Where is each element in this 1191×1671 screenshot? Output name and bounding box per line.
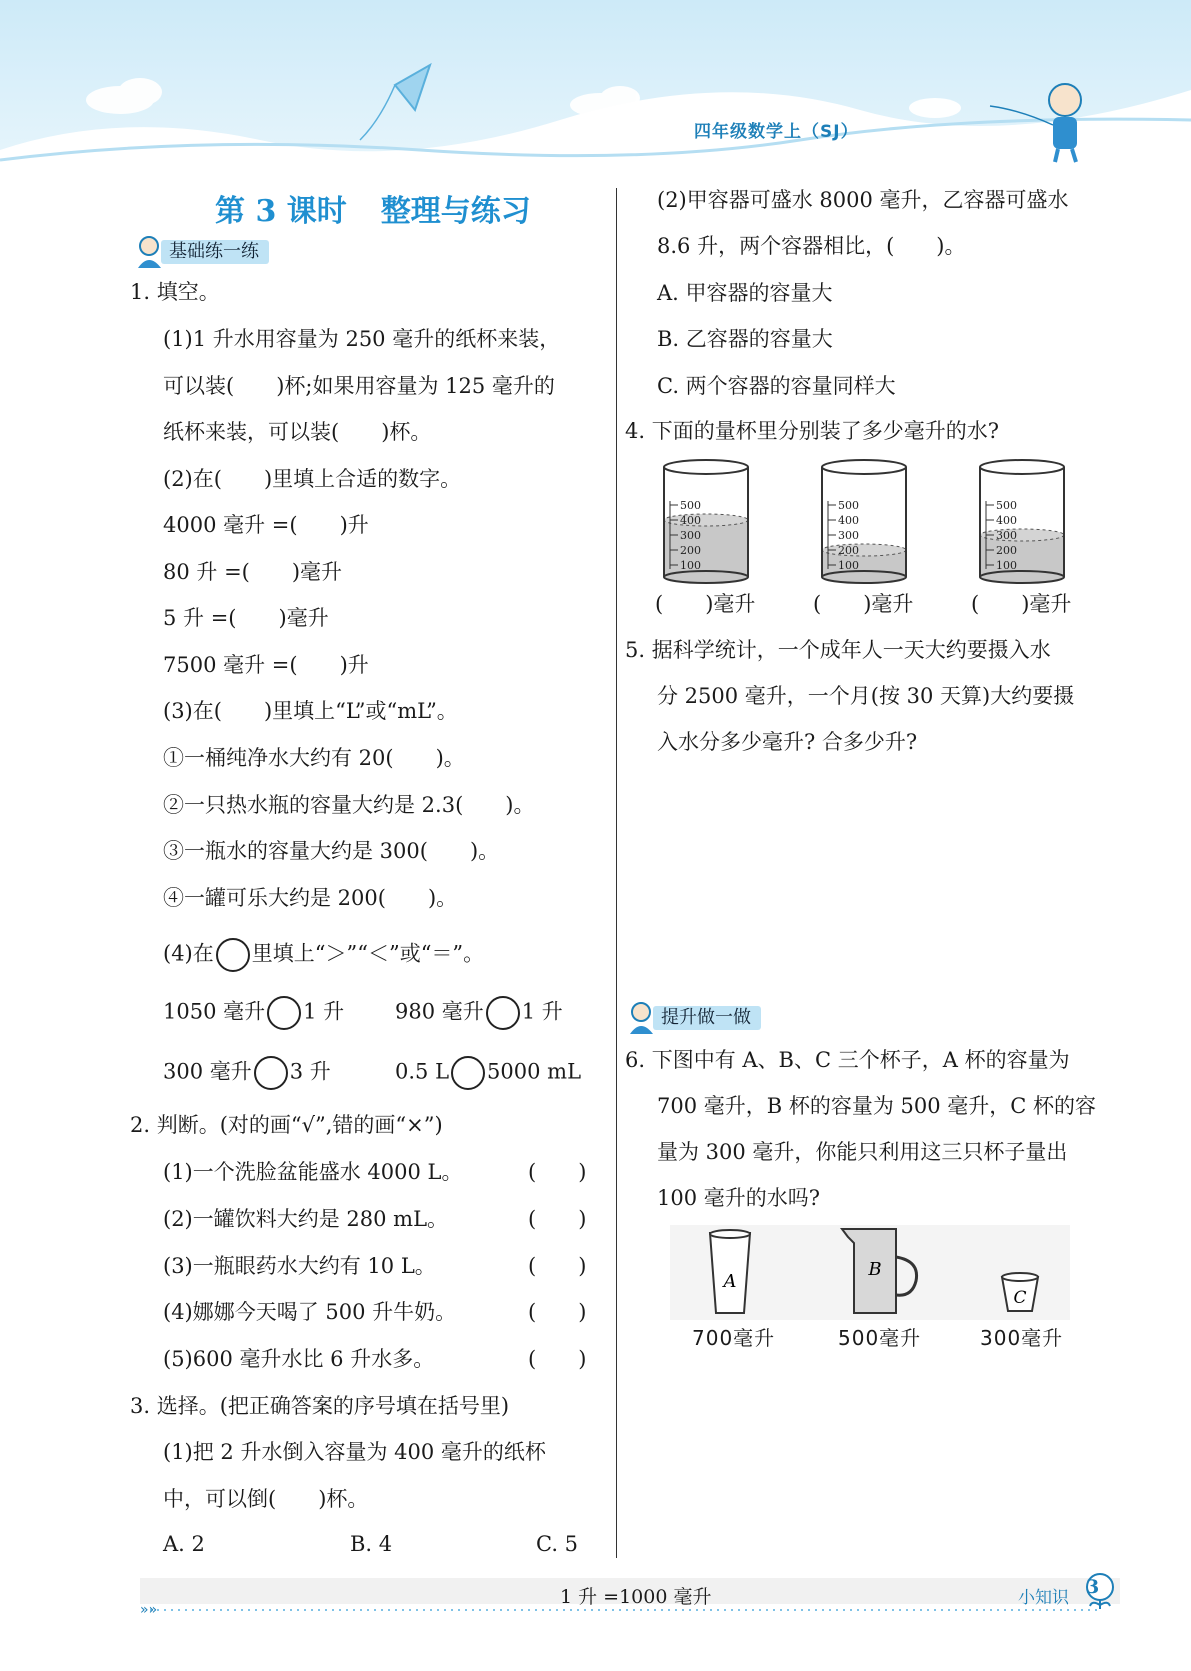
judge-item: (2)一罐饮料大约是 280 mL。 [163,1207,449,1231]
measuring-cup [664,460,748,583]
compare-left: 1050 毫升 [163,999,266,1024]
compare-intro [163,938,484,972]
q1-title: 1. 填空。 [130,280,220,304]
q5-line: 分 2500 毫升，一个月(按 30 天算)大约要摄 [657,684,1075,708]
judge-answer[interactable]: ( ) [528,1254,587,1278]
tick-label: 500 [838,499,859,512]
section-label: 提升做一做 [653,1006,761,1030]
q1-line: ③一瓶水的容量大约是 300( )。 [163,839,500,863]
q1-line: 可以装( )杯;如果用容量为 125 毫升的 [163,374,555,398]
cup-b-label: 500毫升 [838,1326,922,1350]
choice-option: C. 5 [536,1532,579,1556]
compare-left: 300 毫升 [163,1059,252,1084]
answer-circle[interactable] [254,1056,288,1090]
compare-right: 1 升 [303,999,345,1024]
cup-c-label: 300毫升 [980,1326,1064,1350]
cup-rim [822,460,906,474]
q3-2-line: 8.6 升，两个容器相比，( )。 [657,234,966,258]
q5-line: 5. 据科学统计，一个成年人一天大约要摄入水 [625,638,1051,662]
book-title: 四年级数学上（SJ） [694,122,859,142]
compare-row [395,1056,581,1090]
tick-label: 300 [996,529,1017,542]
q3-1-line: 中，可以倒( )杯。 [163,1487,369,1511]
footer-formula: 1 升 =1000 毫升 [560,1586,712,1608]
three-cups-figure [670,1225,1070,1320]
choice-option: B. 4 [350,1532,393,1556]
answer-circle[interactable] [216,938,250,972]
compare-right: 1 升 [521,999,563,1024]
q4-title: 4. 下面的量杯里分别装了多少毫升的水? [625,419,999,443]
compare-intro-a: (4)在 [163,941,214,966]
judge-answer[interactable]: ( ) [528,1347,587,1371]
q6-line: 700 毫升，B 杯的容量为 500 毫升，C 杯的容 [657,1094,1097,1118]
beaker-answer[interactable]: ( )毫升 [655,592,756,616]
q3-title: 3. 选择。(把正确答案的序号填在括号里) [130,1394,510,1418]
lesson-number: 第 3 课时 [215,194,347,229]
compare-right: 5000 mL [487,1059,582,1084]
answer-circle[interactable] [486,996,520,1030]
judge-item: (4)娜娜今天喝了 500 升牛奶。 [163,1300,457,1324]
tick-label: 200 [680,544,701,557]
q6-line: 量为 300 毫升，你能只利用这三只杯子量出 [657,1140,1068,1164]
compare-intro-b: 里填上“＞”“＜”或“＝”。 [251,941,485,966]
beaker-answer[interactable]: ( )毫升 [971,592,1072,616]
answer-circle[interactable] [451,1056,485,1090]
tick-label: 500 [996,499,1017,512]
lesson-title [215,186,565,230]
judge-answer[interactable]: ( ) [528,1160,587,1184]
q1-line: 5 升 =( )毫升 [163,606,329,630]
cup-c-icon [1002,1273,1038,1311]
tick-label: 200 [838,544,859,557]
tick-label: 400 [838,514,859,527]
q1-line: ①一桶纯净水大约有 20( )。 [163,746,465,770]
judge-answer[interactable]: ( ) [528,1300,587,1324]
judge-item: (3)一瓶眼药水大约有 10 L。 [163,1254,436,1278]
cup-base [822,571,906,583]
water-fill [664,520,748,577]
page-number: 3 [1086,1576,1100,1598]
tick-label: 100 [838,559,859,572]
cup-a-icon [710,1230,750,1313]
answer-circle[interactable] [267,996,301,1030]
lesson-name: 整理与练习 [380,194,531,229]
compare-row [163,996,344,1030]
compare-row [163,1056,331,1090]
cup-base [664,571,748,583]
tip-label: 小知识 [1018,1588,1069,1608]
cup-rim [980,460,1064,474]
q3-2-line: (2)甲容器可盛水 8000 毫升，乙容器可盛水 [657,188,1069,212]
judge-item: (5)600 毫升水比 6 升水多。 [163,1347,435,1371]
measuring-cup [980,460,1064,583]
svg-text:»»: »» [140,1602,158,1614]
q6-line: 100 毫升的水吗? [657,1186,821,1210]
q1-line: (1)1 升水用容量为 250 毫升的纸杯来装， [163,327,561,351]
choice-option: B. 乙容器的容量大 [657,327,833,351]
q1-line: 4000 毫升 =( )升 [163,513,369,537]
choice-option: A. 2 [163,1532,205,1556]
header-banner [0,0,1191,180]
section-badge-basic [133,234,259,270]
cup-base [980,571,1064,583]
q1-line: 80 升 =( )毫升 [163,560,343,584]
q6-line: 6. 下图中有 A、B、C 三个杯子，A 杯的容量为 [625,1048,1070,1072]
compare-row [395,996,563,1030]
judge-answer[interactable]: ( ) [528,1207,587,1231]
section-label: 基础练一练 [161,240,269,264]
q1-line: ②一只热水瓶的容量大约是 2.3( )。 [163,793,535,817]
cup-rim [664,460,748,474]
compare-left: 0.5 L [395,1059,450,1084]
tick-label: 400 [996,514,1017,527]
tick-label: 400 [680,514,701,527]
column-divider [616,188,617,1558]
tick-label: 500 [680,499,701,512]
beaker-answer[interactable]: ( )毫升 [813,592,914,616]
svg-text:A: A [723,1271,737,1292]
choice-option: C. 两个容器的容量同样大 [657,374,896,398]
measuring-cup [822,460,906,583]
q1-line: ④一罐可乐大约是 200( )。 [163,886,458,910]
cup-a-label: 700毫升 [692,1326,776,1350]
q1-line: 纸杯来装，可以装( )杯。 [163,420,432,444]
q2-title: 2. 判断。(对的画“√”,错的画“×”) [130,1113,443,1137]
compare-left: 980 毫升 [395,999,484,1024]
compare-right: 3 升 [289,1059,331,1084]
tick-label: 200 [996,544,1017,557]
tick-label: 100 [996,559,1017,572]
choice-option: A. 甲容器的容量大 [657,281,833,305]
q1-line: 7500 毫升 =( )升 [163,653,369,677]
tick-label: 100 [680,559,701,572]
judge-item: (1)一个洗脸盆能盛水 4000 L。 [163,1160,463,1184]
section-badge-advanced [625,1000,751,1036]
tick-label: 300 [838,529,859,542]
q3-1-line: (1)把 2 升水倒入容量为 400 毫升的纸杯 [163,1440,546,1464]
svg-text:B: B [868,1259,882,1280]
q1-line: (3)在( )里填上“L”或“mL”。 [163,699,458,723]
svg-text:C: C [1013,1288,1027,1308]
q1-line: (2)在( )里填上合适的数字。 [163,467,462,491]
tick-label: 300 [680,529,701,542]
q5-line: 入水分多少毫升? 合多少升? [657,730,918,754]
